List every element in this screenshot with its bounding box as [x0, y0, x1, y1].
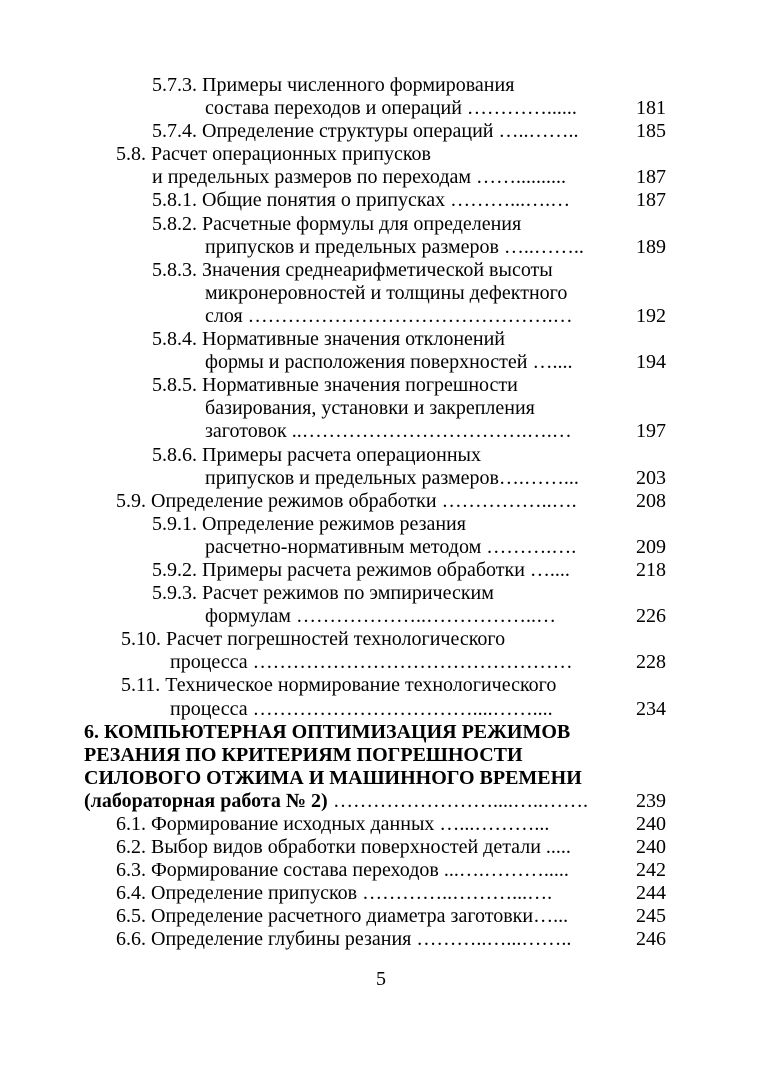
toc-entry	[0, 351, 762, 374]
toc-entry-text: 6.2. Выбор видов обработки поверхностей детали .....	[116, 836, 571, 859]
toc-entry	[0, 420, 762, 443]
toc-entry-text: 5.9.2. Примеры расчета режимов обработки …....	[152, 558, 570, 581]
toc-entry	[0, 490, 762, 513]
toc-entry-text: 5.7.3. Примеры численного формирования	[152, 74, 515, 96]
toc-entry-text: (лабораторная работа № 2)	[84, 789, 328, 812]
toc-entry-text: 5.8.5. Нормативные значения погрешности	[152, 374, 518, 397]
toc-entry-text: микронеровностей и толщины дефектного	[205, 281, 568, 304]
toc-entry	[0, 744, 762, 767]
toc-entry-text: формы и расположения поверхностей …....	[205, 351, 573, 374]
toc-entry-page: 192	[636, 304, 666, 327]
toc-entry-page: 240	[636, 813, 666, 835]
toc-entry-text: 5.9.1. Определение режимов резания	[152, 512, 466, 535]
toc-entry-text: 5.8.2. Расчетные формулы для определения	[152, 212, 522, 235]
toc-entry	[0, 536, 762, 559]
toc-entry-text: 5.9.3. Расчет режимов по эмпирическим	[152, 582, 494, 605]
toc-entry-page: 234	[636, 697, 666, 720]
toc-entry-page: 246	[636, 928, 666, 951]
toc-entry-page: 228	[636, 651, 666, 674]
toc-entry	[0, 374, 762, 397]
toc-entry	[0, 213, 762, 236]
toc-entry-page: 244	[636, 882, 666, 905]
toc-entry	[0, 582, 762, 605]
toc-entry	[0, 259, 762, 282]
toc-entry-text: 5.9. Определение режимов обработки ……………..….	[116, 489, 577, 512]
toc-entry	[0, 721, 762, 744]
toc-entry	[0, 813, 762, 836]
toc-entry	[0, 836, 762, 859]
toc-entry	[0, 790, 762, 813]
toc-entry-text: 5.11. Техническое нормирование технологического	[121, 674, 557, 697]
toc-entry	[0, 143, 762, 166]
toc-entry-text: базирования, установки и закрепления	[205, 397, 535, 420]
toc-entry-text: 6.4. Определение припусков …………..………...….	[116, 882, 553, 905]
toc-entry-text: 6.6. Определение глубины резания ………..…...……..	[116, 928, 572, 951]
toc-entry-page: 185	[636, 120, 666, 143]
toc-entry	[0, 236, 762, 259]
toc-entry-text: 5.8.4. Нормативные значения отклонений	[152, 328, 506, 351]
toc-entry-page: 187	[636, 166, 666, 189]
page-number: 5	[376, 968, 386, 990]
toc-entry-leader: ……………………....…..…….	[328, 789, 588, 812]
toc-entry-text: 5.7.4. Определение структуры операций …..……..	[152, 120, 579, 143]
toc-entry-text: формулам ………………..……………..…	[205, 605, 556, 628]
toc-entry-page: 208	[636, 489, 666, 512]
toc-entry	[0, 467, 762, 490]
toc-entry-text: 5.8.1. Общие понятия о припусках ………...….…	[152, 189, 571, 212]
toc-entry-text: 5.10. Расчет погрешностей технологического	[121, 628, 506, 651]
toc-entry	[0, 859, 762, 882]
toc-entry	[0, 651, 762, 674]
toc-entry-text: 6.5. Определение расчетного диаметра заготовки…...	[116, 905, 569, 928]
toc-entry-text: состава переходов и операций …………......	[205, 97, 577, 120]
toc-entry	[0, 698, 762, 721]
toc-entry	[0, 444, 762, 467]
toc-entry	[0, 189, 762, 212]
toc-entry	[0, 513, 762, 536]
toc-entry-page: 189	[636, 235, 666, 258]
toc-entry	[0, 166, 762, 189]
toc-entry	[0, 674, 762, 697]
toc-entry-page: 194	[636, 351, 666, 374]
toc-entry-text: 6.3. Формирование состава переходов ...….……….....	[116, 859, 569, 882]
toc-entry-page: 240	[636, 836, 666, 859]
toc-entry-text: процесса ……………………………....……....	[170, 697, 553, 720]
toc-entry	[0, 882, 762, 905]
toc-entry-page: 218	[636, 558, 666, 581]
toc-entry	[0, 74, 762, 97]
toc-entry-text: припусков и предельных размеров….……...	[205, 466, 579, 489]
toc-entry-text: РЕЗАНИЯ ПО КРИТЕРИЯМ ПОГРЕШНОСТИ	[84, 743, 523, 766]
toc-entry	[0, 397, 762, 420]
toc-entry	[0, 928, 762, 951]
toc-entry	[0, 305, 762, 328]
toc-entry	[0, 97, 762, 120]
toc-entry-page: 239	[636, 789, 666, 812]
toc-entry-page: 187	[636, 189, 666, 212]
toc-entry	[0, 767, 762, 790]
toc-entry	[0, 605, 762, 628]
toc-entry-text: расчетно-нормативным методом ……….….	[205, 535, 577, 558]
toc-entry-page: 242	[636, 859, 666, 882]
toc-entry-page: 209	[636, 535, 666, 558]
toc-entry	[0, 559, 762, 582]
toc-entry-text: 5.8.3. Значения среднеарифметической высоты	[152, 258, 553, 281]
toc-entry	[0, 120, 762, 143]
toc-entry-page: 245	[636, 905, 666, 928]
toc-entry-text: процесса …………………………………………	[170, 651, 573, 674]
toc-entry-page: 197	[636, 420, 666, 443]
toc-entry-text: 5.8. Расчет операционных припусков	[116, 143, 431, 166]
toc-entry-page: 203	[636, 466, 666, 489]
toc-entry-text: 6. КОМПЬЮТЕРНАЯ ОПТИМИЗАЦИЯ РЕЖИМОВ	[84, 720, 571, 743]
table-of-contents	[0, 74, 762, 952]
toc-entry-text: 6.1. Формирование исходных данных …...………...	[116, 813, 550, 835]
toc-entry	[0, 282, 762, 305]
toc-entry-page: 181	[636, 97, 666, 120]
toc-entry-text: СИЛОВОГО ОТЖИМА И МАШИННОГО ВРЕМЕНИ	[84, 766, 582, 789]
toc-entry-text: припусков и предельных размеров …..……..	[205, 235, 584, 258]
toc-entry-page: 226	[636, 605, 666, 628]
toc-entry	[0, 628, 762, 651]
toc-entry-text: 5.8.6. Примеры расчета операционных	[152, 443, 481, 466]
toc-entry	[0, 328, 762, 351]
toc-entry	[0, 905, 762, 928]
toc-entry-text: слоя ……………………………………….…	[205, 304, 573, 327]
toc-entry-text: заготовок ..…………………………….….…	[205, 420, 572, 443]
toc-entry-text: и предельных размеров по переходам ……..........	[152, 166, 567, 189]
